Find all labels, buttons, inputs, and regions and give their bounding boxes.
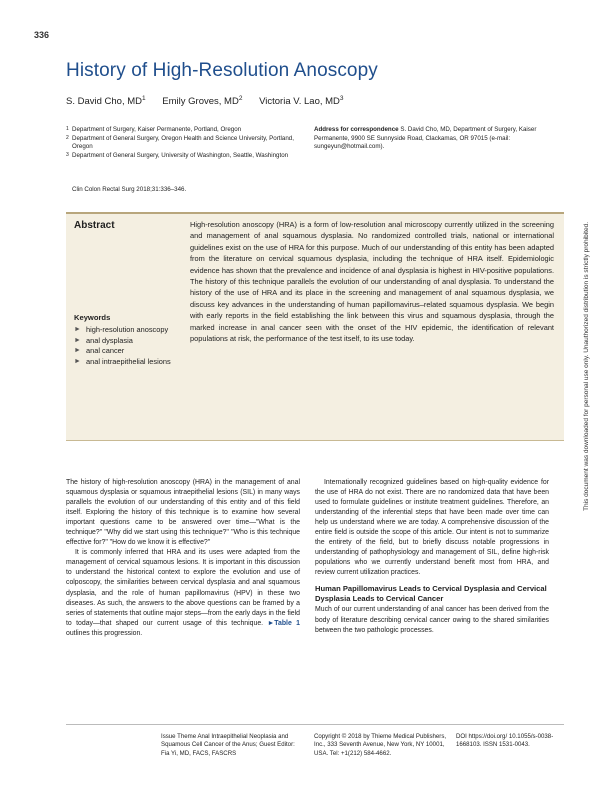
issue-theme: Issue Theme Anal Intraepithelial Neoplasia and Squamous Cell Cancer of the Anus; Guest Editor: Fia Yi, MD, FACS, FASCRS bbox=[161, 733, 295, 757]
affiliations bbox=[66, 126, 302, 160]
copyright-notice: Copyright © 2018 by Thieme Medical Publishers, Inc., 333 Seventh Avenue, New York, NY 10001, USA. Tel: +1(212) 584-4662. bbox=[314, 733, 447, 757]
author-list bbox=[66, 95, 358, 107]
body-paragraph: It is commonly inferred that HRA and its uses were adapted from the management of cervical squamous lesions. It is important in this discussion to understand the historical context to explore the evolution and use of colposcopy, the similarities between cervical dysplasia and anal squamous dysplasia, and the role of human papillomavirus (HPV) in these two diseases. As such, the answers to the above questions can be framed by a series of statements that outline major steps—from the early days in the field to today—that shaped our current usage of this technique. ►Table 1 outlines this progression. bbox=[66, 549, 301, 637]
footer-divider bbox=[66, 724, 564, 725]
keyword-list bbox=[74, 325, 182, 367]
keyword-item: ► anal cancer bbox=[74, 346, 125, 356]
body-column-right bbox=[315, 478, 549, 636]
keyword-item: ► anal dysplasia bbox=[74, 335, 133, 345]
doi-issn: DOI https://doi.org/ 10.1055/s-0038-1668103. ISSN 1531-0043. bbox=[456, 733, 554, 749]
body-paragraph: Internationally recognized guidelines based on high-quality evidence for the use of HRA do not exist. There are no randomized data that have been used to formulate guidelines or institute treatment guidelines. Therefore, an understanding of the inferential steps that have been made over time can help us understand where we are today. A comprehensive discussion of the entire field is outside the scope of this article. Our intent is not to summarize the entirety of the field, but to briefly discuss notable progressions in understanding of pathophysiology and management of SIL, define high-risk populations who we currently understand benefit most from HRA, and review current utilization practices. bbox=[315, 479, 549, 577]
arrow-right-icon: ► bbox=[74, 347, 81, 355]
arrow-right-icon: ► bbox=[74, 336, 81, 344]
correspondence-address: Address for correspondence S. David Cho, MD, Department of Surgery, Kaiser Permanente, 9900 SE Sunnyside Road, Clackamas, OR 97015 (e-mail: sungeyun@hotmail.com). bbox=[314, 126, 537, 151]
arrow-right-icon: ► bbox=[74, 357, 81, 365]
affiliation: 1 Department of Surgery, Kaiser Permanente, Portland, Oregon bbox=[66, 126, 242, 133]
arrow-right-icon: ► bbox=[74, 326, 81, 333]
abstract-heading: Abstract bbox=[74, 220, 115, 231]
journal-citation: Clin Colon Rectal Surg 2018;31:336–346. bbox=[72, 186, 187, 193]
keyword-item: ► high-resolution anoscopy bbox=[74, 325, 169, 334]
page-number: 336 bbox=[34, 30, 50, 40]
body-paragraph: The history of high-resolution anoscopy (HRA) in the management of anal squamous dysplasia or squamous intraepithelial lesions (SIL) in many ways parallels the evolution of our understanding of this entity and of this field itself. Exploring the history of this technique is to examine how several important questions came to be answered over time—"What is the technique?" "Why did we start using this technique?" "Who is this technique effective for?" "How do we know it is effective?" bbox=[66, 479, 300, 547]
affiliation: 3 Department of General Surgery, University of Washington, Seattle, Washington bbox=[66, 151, 289, 159]
author: S. David Cho, $MD^1$ bbox=[66, 95, 146, 108]
body-column-left bbox=[66, 478, 300, 639]
author: Victoria V. Lao, $MD^3$ bbox=[259, 95, 344, 108]
body-paragraph: Much of our current understanding of anal cancer has been derived from the body of literature describing cervical cancer owing to the shared similarities between the two pathologic processes. bbox=[315, 606, 549, 634]
affiliation: 2 Department of General Surgery, Oregon Health and Science University, Portland, Oregon bbox=[66, 134, 294, 151]
keyword-item: ► anal intraepithelial lesions bbox=[74, 356, 171, 366]
article-title: History of High-Resolution Anoscopy bbox=[66, 60, 378, 81]
abstract-text: High-resolution anoscopy (HRA) is a form of low-resolution anal microscopy currently utilized in the screening and management of anal squamous dysplasia. No randomized controlled trials, national or international guidelines exist on the use of HRA for this purpose. Much of our understanding of this entity has been adapted from the literature on cervical squamous dysplasia, including the technique of HRA itself. Epidemiologic evidence has shown that the prevalence and incidence of anal dysplasia is highest in HIV-positive populations. The history of this technique parallels the evolution of our understanding of anal dysplasia. To understand the history of the use of HRA and its place in the screening and management of anal squamous dysplasia, we discuss key advances in the understanding of human papillomavirus–related squamous dysplasia. We begin with early reports in the field establishing the link between this virus and squamous dysplasia, through the marked increase in anal cancer seen with the onset of the HIV epidemic, the identification of relevant populations at risk, the performance of the test itself, to its use today. bbox=[190, 220, 554, 344]
keywords-heading: Keywords bbox=[74, 313, 111, 322]
section-heading: Human Papillomavirus Leads to Cervical Dysplasia and Cervical Dysplasia Leads to Cervical Cancer bbox=[315, 584, 547, 604]
download-notice: This document was downloaded for personal use only. Unauthorized distribution is strictly prohibited. bbox=[583, 222, 590, 511]
table-1-link[interactable]: ►Table 1 bbox=[267, 619, 301, 627]
author: Emily Groves, $MD^2$ bbox=[162, 95, 243, 108]
